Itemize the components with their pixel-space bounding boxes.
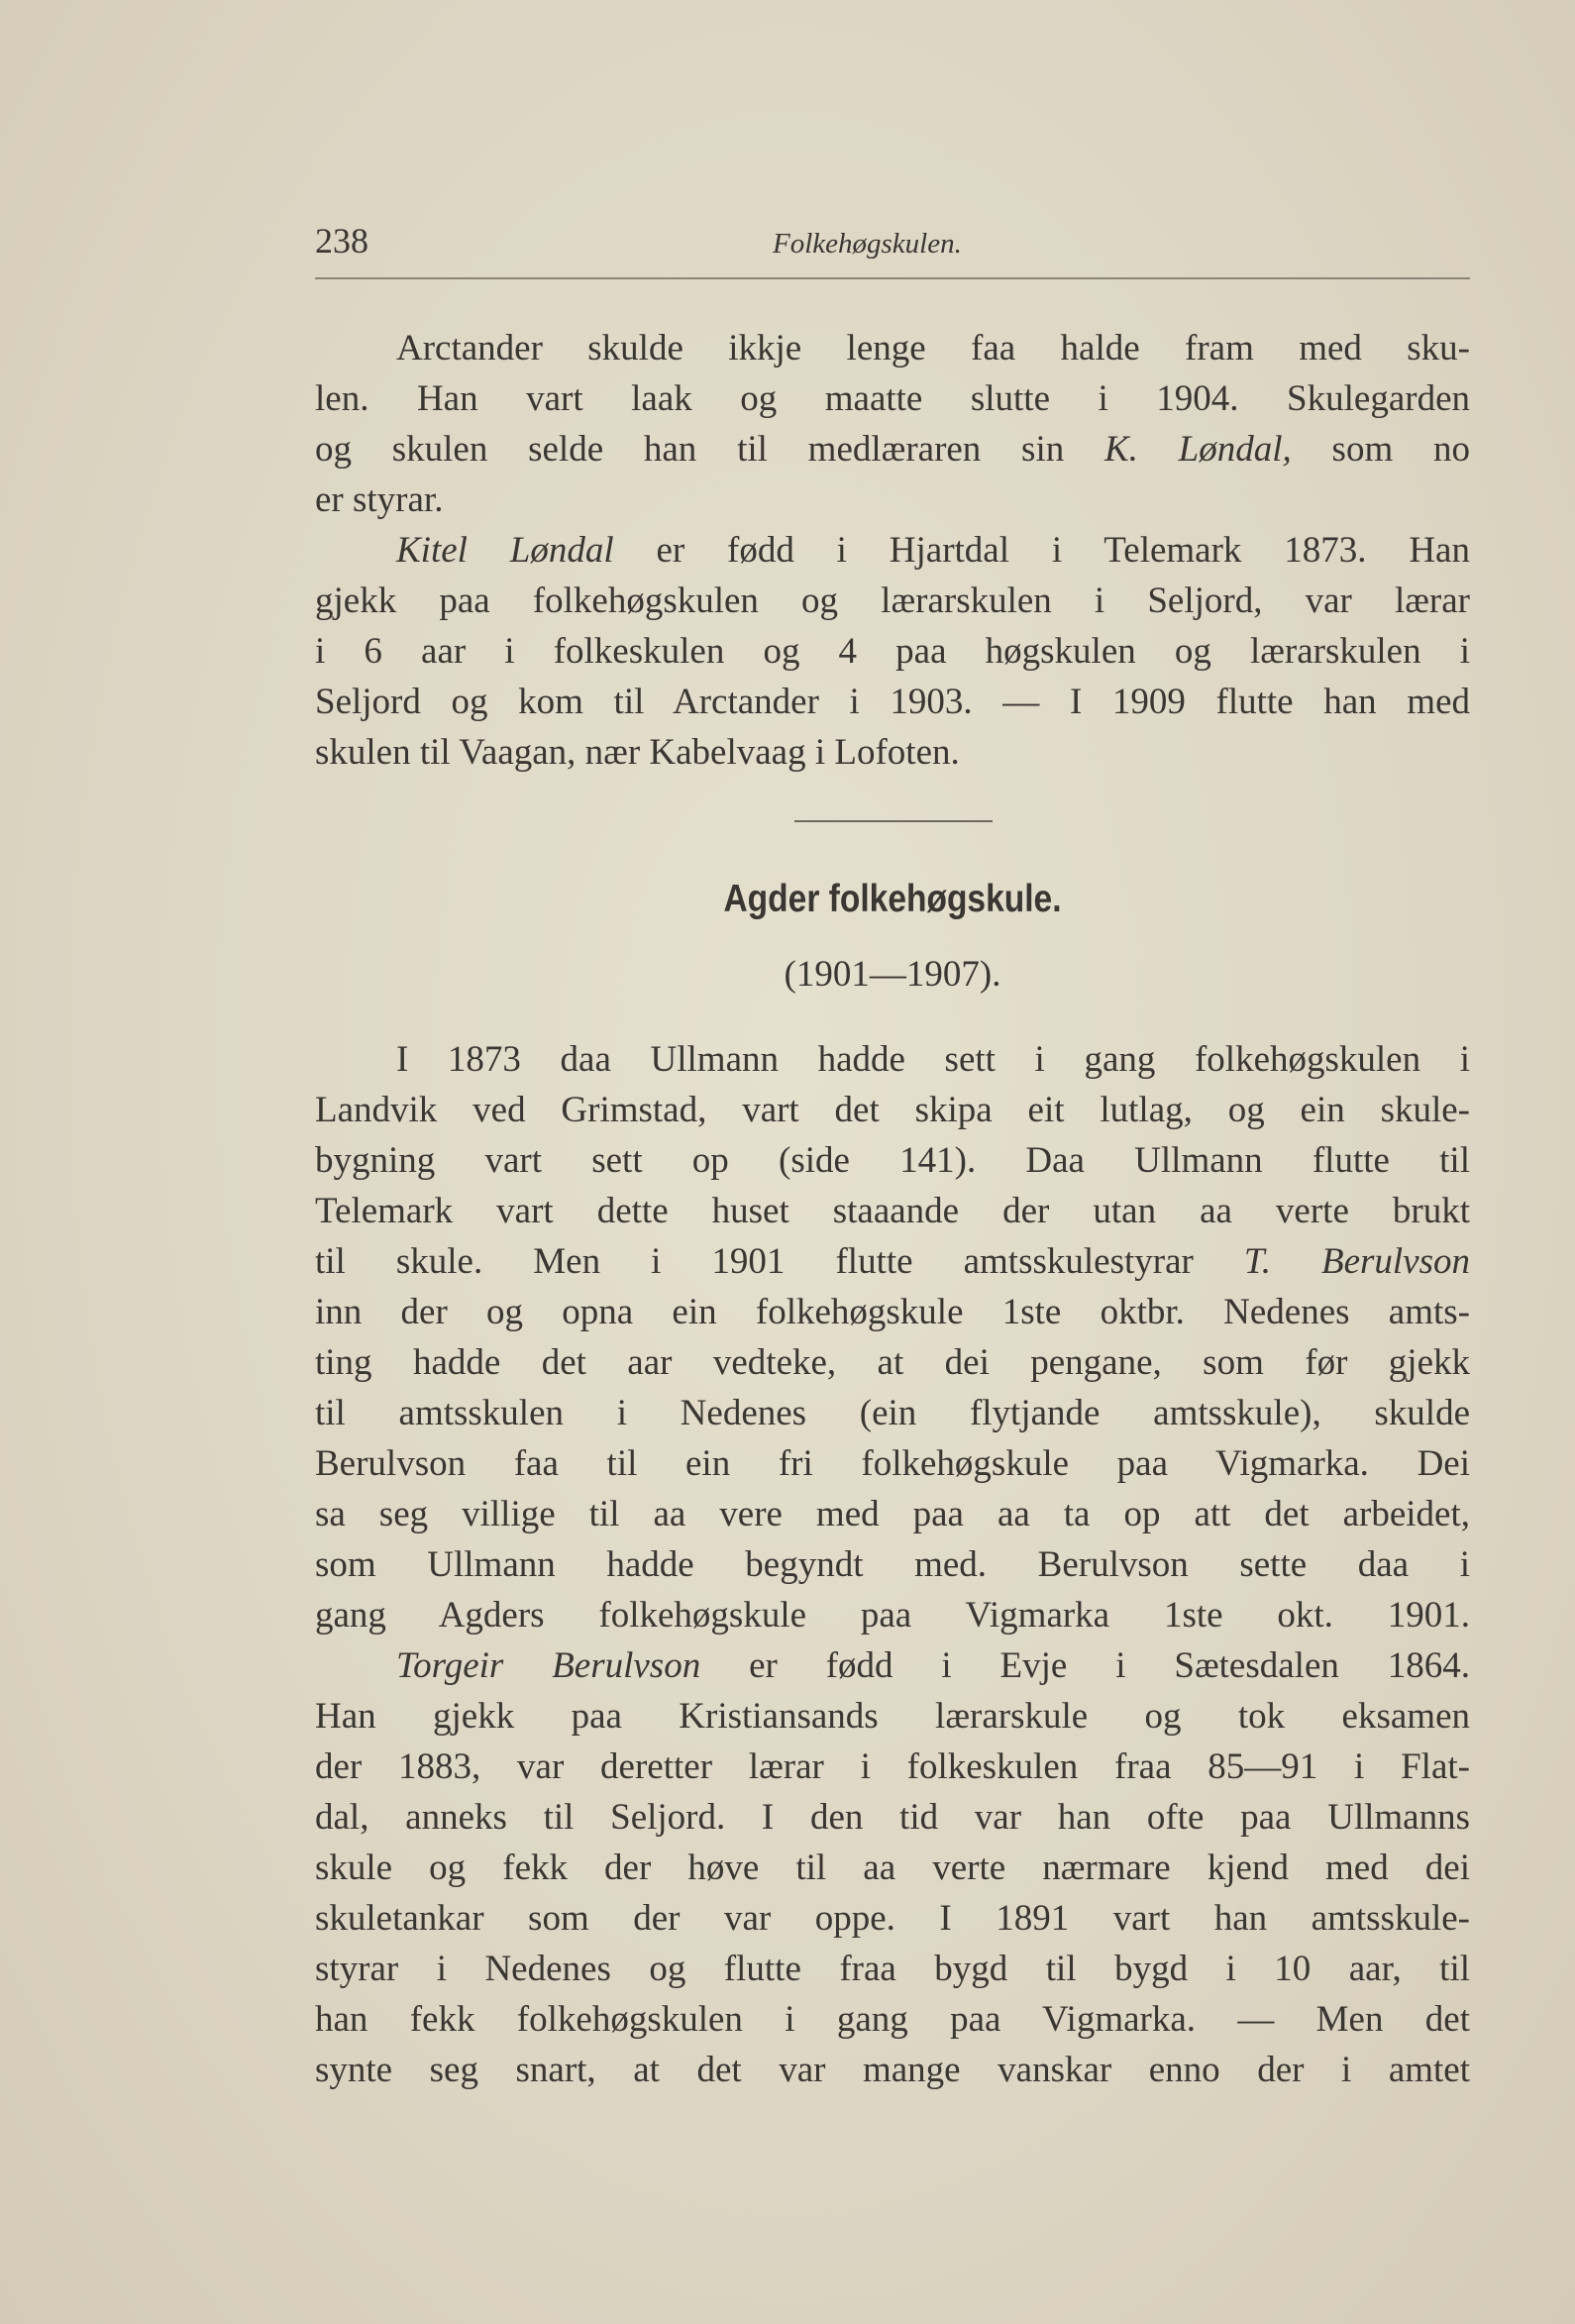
paragraph-arctander: [315, 323, 1470, 778]
text-line: skuletankar som der var oppe. I 1891 vart han amtsskule-: [315, 1898, 1470, 1939]
text-line: styrar i Nedenes og flutte fraa bygd til bygd i 10 aar, til: [315, 1949, 1470, 1989]
page-header: [315, 220, 1470, 264]
paragraph-agder: [315, 1034, 1470, 2095]
text-line: I 1873 daa Ullmann hadde sett i gang folkehøgskulen i: [396, 1039, 1470, 1080]
text-line: gang Agders folkehøgskule paa Vigmarka 1ste okt. 1901.: [315, 1595, 1470, 1636]
name-k-londal: K. Løndal,: [1104, 429, 1292, 470]
text-line: inn der og opna ein folkehøgskule 1ste oktbr. Nedenes amts-: [315, 1292, 1470, 1332]
text-line: synte seg snart, at det var mange vanskar enno der i amtet: [315, 2050, 1470, 2090]
text-line: Berulvson faa til ein fri folkehøgskule paa Vigmarka. Dei: [315, 1443, 1470, 1484]
text-line: og skulen selde han til medlæraren sin K. Løndal, som no: [315, 429, 1470, 470]
text-line: Seljord og kom til Arctander i 1903. — I 1909 flutte han med: [315, 682, 1470, 722]
text-line: til amtsskulen i Nedenes (ein flytjande amtsskule), skulde: [315, 1393, 1470, 1433]
name-kitel-londal: Kitel Løndal: [396, 530, 614, 571]
text-line: Telemark vart dette huset staaande der utan aa verte brukt: [315, 1191, 1470, 1231]
text-line: Arctander skulde ikkje lenge faa halde fram med sku-: [396, 328, 1470, 369]
text-line: len. Han vart laak og maatte slutte i 1904. Skulegarden: [315, 378, 1470, 419]
text-line: Torgeir Berulvson er fødd i Evje i Sætesdalen 1864.: [396, 1645, 1470, 1686]
text-line: Han gjekk paa Kristiansands lærarskule og tok eksamen: [315, 1696, 1470, 1737]
text-line: dal, anneks til Seljord. I den tid var han ofte paa Ullmanns: [315, 1797, 1470, 1838]
running-title: Folkehøgskulen.: [773, 228, 962, 260]
text-line: til skule. Men i 1901 flutte amtsskulestyrar T. Berulvson: [315, 1241, 1470, 1282]
text-line: sa seg villige til aa vere med paa aa ta op att det arbeidet,: [315, 1494, 1470, 1534]
text-line: som Ullmann hadde begyndt med. Berulvson sette daa i: [315, 1544, 1470, 1585]
text-line: bygning vart sett op (side 141). Daa Ullmann flutte til: [315, 1140, 1470, 1181]
section-title: Agder folkehøgskule.: [723, 878, 1062, 920]
header-rule: [315, 277, 1470, 279]
text-line: han fekk folkehøgskulen i gang paa Vigmarka. — Men det: [315, 1999, 1470, 2040]
text-line: skule og fekk der høve til aa verte nærmare kjend med dei: [315, 1848, 1470, 1888]
text-line: skulen til Vaagan, nær Kabelvaag i Lofoten.: [315, 732, 960, 773]
text-line: der 1883, var deretter lærar i folkeskulen fraa 85—91 i Flat-: [315, 1746, 1470, 1787]
text-line: ting hadde det aar vedteke, at dei pengane, som før gjekk: [315, 1342, 1470, 1383]
section-divider: [794, 820, 993, 822]
text-line: Kitel Løndal er fødd i Hjartdal i Telemark 1873. Han: [396, 530, 1470, 571]
name-torgeir-berulvson: Torgeir Berulvson: [396, 1645, 701, 1686]
text-line: gjekk paa folkehøgskulen og lærarskulen i Seljord, var lærar: [315, 581, 1470, 621]
name-t-berulvson: T. Berulvson: [1243, 1241, 1470, 1282]
text-line: er styrar.: [315, 479, 444, 520]
section-dates: (1901—1907).: [784, 954, 1001, 995]
page-number: 238: [315, 221, 368, 261]
text-line: Landvik ved Grimstad, vart det skipa eit lutlag, og ein skule-: [315, 1090, 1470, 1130]
text-line: i 6 aar i folkeskulen og 4 paa høgskulen og lærarskulen i: [315, 631, 1470, 672]
